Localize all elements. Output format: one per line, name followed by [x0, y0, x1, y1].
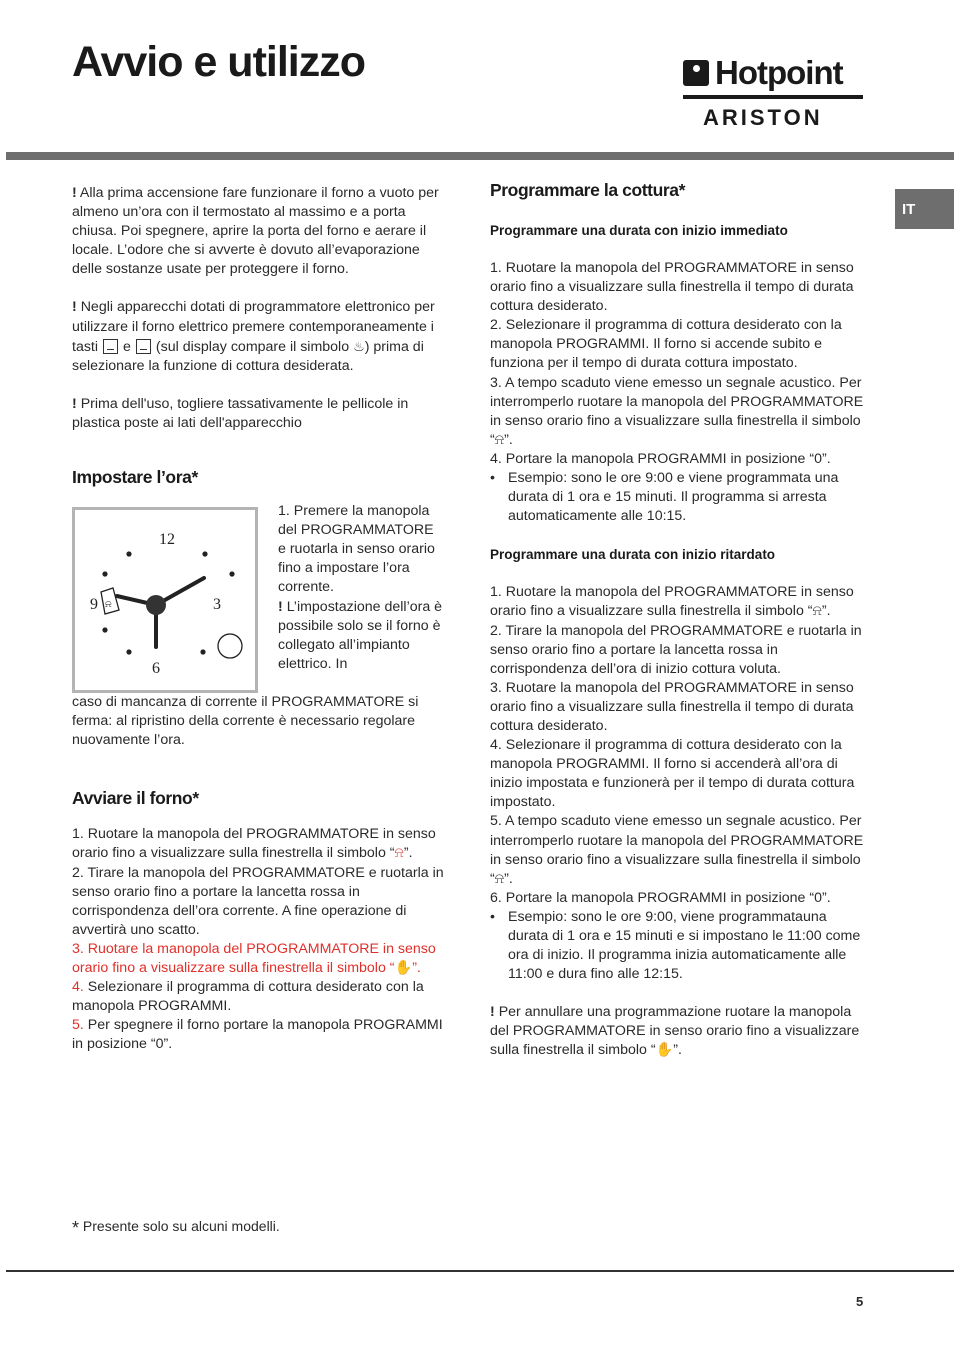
delayed-step-2: 2. Tirare la manopola del PROGRAMMATORE e ruotarla in senso orario fino a portare la lancetta rossa in corrispondenza dell’ora di inizio cottura voluta. [490, 622, 862, 677]
note-text: L’impostazione dell’ora è possibile solo se il forno è collegato all’impianto elettrico. In [278, 598, 443, 672]
clock-tick [126, 649, 131, 654]
logo-mark-icon [683, 60, 709, 86]
brand-name: Hotpoint [715, 54, 843, 91]
note-electronic-programmer [72, 298, 444, 375]
delayed-example [490, 908, 865, 984]
note-first-use [72, 184, 444, 279]
clock-tick [202, 551, 207, 556]
delayed-step-6: 6. Portare la manopola PROGRAMMI in posizione “0”. [490, 889, 831, 906]
step-text: Per spegnere il forno portare la manopola PROGRAMMI in posizione “0”. [72, 1017, 443, 1053]
clock-numeral-12: 12 [159, 531, 175, 549]
brand-subname: ARISTON [703, 105, 823, 130]
bell-off-icon: ⍾ [394, 845, 404, 862]
step-text: 3. A tempo scaduto viene emesso un segnale acustico. Per interromperlo ruotare la manopola del PROGRAMMATORE in senso orario fino a visualizzare sulla finestrella il simbolo “ [490, 374, 864, 448]
warning-mark: ! [72, 395, 77, 412]
note-text: ) prima di selezionare la funzione di cottura desiderata. [72, 338, 424, 374]
immediate-step-3 [490, 374, 865, 450]
clock-numeral-3: 3 [213, 596, 221, 614]
subheading-immediate: Programmare una durata con inizio immediato [490, 223, 788, 238]
footnote-text: Presente solo su alcuni modelli. [82, 1218, 280, 1234]
note-text: Negli apparecchi dotati di programmatore elettronico per utilizzare il forno elettrico premere contemporaneamente i tasti [72, 299, 435, 355]
oven-key-icon [103, 339, 118, 354]
warning-mark: ! [278, 598, 283, 615]
step-text: ”. [504, 870, 513, 887]
bullet-mark: • [490, 908, 495, 925]
step-number: 5. [72, 1017, 84, 1034]
brand-logo [683, 56, 865, 132]
start-step-2: 2. Tirare la manopola del PROGRAMMATORE e ruotarla in senso orario fino a portare la lancetta rossa in corrispondenza dell’ora corrente. A fine operazione di avvertirà uno scatto. [72, 864, 444, 938]
clock-tick [200, 649, 205, 654]
step-number: 4. [72, 979, 84, 996]
clock-tick [126, 551, 131, 556]
page-number: 5 [856, 1294, 864, 1309]
language-tab: IT [895, 189, 954, 229]
delayed-step-3: 3. Ruotare la manopola del PROGRAMMATORE in senso orario fino a visualizzare sulla finestrella il tempo di durata cottura desiderato. [490, 679, 854, 734]
right-column [490, 179, 865, 1061]
time-note [278, 598, 444, 674]
note-text: Per annullare una programmazione ruotare la manopola del PROGRAMMATORE in senso orario fino a visualizzare sulla finestrella il simbolo “ [490, 1004, 860, 1059]
note-text: ”. [673, 1042, 682, 1059]
left-column [72, 184, 444, 1054]
step-text: 1. Ruotare la manopola del PROGRAMMATORE in senso orario fino a visualizzare sulla finestrella il simbolo “ [490, 584, 854, 620]
cancel-note [490, 1003, 865, 1060]
header-rule [6, 152, 954, 160]
start-step-4 [72, 978, 444, 1016]
step-text: 1. Ruotare la manopola del PROGRAMMATORE in senso orario fino a visualizzare sulla finestrella il simbolo “ [72, 826, 436, 862]
page-title: Avvio e utilizzo [72, 38, 365, 86]
clock-illustration [72, 507, 258, 693]
clock-tick [102, 571, 107, 576]
warning-mark: ! [490, 1004, 495, 1021]
example-text: Esempio: sono le ore 9:00 e viene programmata una durata di 1 ora e 15 minuti. Il programma si arresta automaticamente alle 10:15. [508, 470, 839, 525]
section-heading-time: Impostare l’ora* [72, 467, 198, 488]
footnote [72, 1218, 280, 1239]
subheading-delayed: Programmare una durata con inizio ritardato [490, 547, 776, 563]
clock-numeral-6: 6 [152, 660, 160, 678]
warning-mark: ! [72, 185, 77, 201]
time-instructions [278, 502, 444, 693]
immediate-step-4: 4. Portare la manopola PROGRAMMI in posizione “0”. [490, 450, 831, 467]
bullet-mark: • [490, 470, 495, 487]
delayed-step-5 [490, 812, 865, 888]
cooking-pot-icon: ♨ [353, 338, 365, 354]
note-text: Alla prima accensione fare funzionare il forno a vuoto per almeno un’ora con il termostato al massimo e a porta chiusa. Poi spegnere, aprire la porta del forno e aerare il locale. L’odore che si avverte è dovuto all’evaporazione delle sostanze usate per proteggere il forno. [72, 185, 439, 278]
note-text: Prima dell'uso, togliere tassativamente le pellicole in plastica poste ai lati dell'apparecchio [72, 395, 409, 431]
start-step-5 [72, 1016, 444, 1054]
bell-off-icon: ⍾ [494, 870, 505, 887]
manual-hand-icon: ✋ [394, 959, 413, 976]
note-text: e [123, 338, 131, 355]
step-text: Selezionare il programma di cottura desiderato con la manopola PROGRAMMI. [72, 979, 424, 1015]
start-step-3 [72, 940, 444, 978]
step-text: ”. [504, 431, 513, 448]
step-text: ”. [412, 959, 421, 976]
immediate-step-2: 2. Selezionare il programma di cottura desiderato con la manopola PROGRAMMI. Il forno si accende subito e funziona per il tempo di durata cottura impostato. [490, 317, 842, 372]
clock-knob [218, 634, 242, 658]
immediate-example [490, 469, 865, 526]
logo-divider [683, 95, 863, 99]
clock-numeral-9: 9 [90, 596, 98, 614]
clock-svg [75, 510, 255, 690]
note-remove-film [72, 395, 444, 433]
bell-off-icon: ⍾ [494, 431, 505, 448]
grill-key-icon [136, 339, 151, 354]
clock-hub [146, 595, 166, 615]
start-step-1 [72, 825, 444, 863]
section-heading-programming: Programmare la cottura* [490, 180, 686, 200]
step-text: ”. [403, 845, 413, 862]
asterisk-mark: * [72, 1218, 80, 1238]
delayed-step-1 [490, 583, 865, 621]
step-text: 3. Ruotare la manopola del PROGRAMMATORE in senso orario fino a visualizzare sulla finestrella il simbolo “ [72, 940, 436, 976]
clock-tick [229, 571, 234, 576]
step-text: ”. [821, 603, 831, 620]
step-text: 5. A tempo scaduto viene emesso un segnale acustico. Per interromperlo ruotare la manopola del PROGRAMMATORE in senso orario fino a visualizzare sulla finestrella il simbolo “ [490, 813, 864, 887]
footer-rule [6, 1270, 954, 1272]
manual-hand-icon: ✋ [655, 1042, 674, 1059]
immediate-step-1: 1. Ruotare la manopola del PROGRAMMATORE in senso orario fino a visualizzare sulla finestrella il tempo di durata cottura desiderato. [490, 260, 854, 315]
time-step-1: 1. Premere la manopola del PROGRAMMATORE e ruotarla in senso orario fino a impostare l’ora corrente. [278, 503, 435, 596]
note-text: (sul display compare il simbolo [155, 338, 350, 355]
example-text: Esempio: sono le ore 9:00, viene programmatauna durata di 1 ora e 15 minuti e si impostano le 11:00 come ora di inizio. Il programma inizia automaticamente alle 11:00 e dura fino alle 12:15. [508, 908, 861, 983]
section-heading-start: Avviare il forno* [72, 788, 199, 809]
delayed-step-4: 4. Selezionare il programma di cottura desiderato con la manopola PROGRAMMI. Il forno si accenderà all’ora di inizio impostata e funzionerà per il tempo di durata cottura impostato. [490, 737, 855, 811]
bell-symbol-icon: ⍾ [105, 599, 112, 611]
warning-mark: ! [72, 299, 77, 316]
clock-tick [102, 627, 107, 632]
time-note-continued: caso di mancanza di corrente il PROGRAMMATORE si ferma: al ripristino della corrente è necessario regolare nuovamente l’ora. [72, 694, 419, 749]
bell-off-icon: ⍾ [812, 603, 822, 620]
